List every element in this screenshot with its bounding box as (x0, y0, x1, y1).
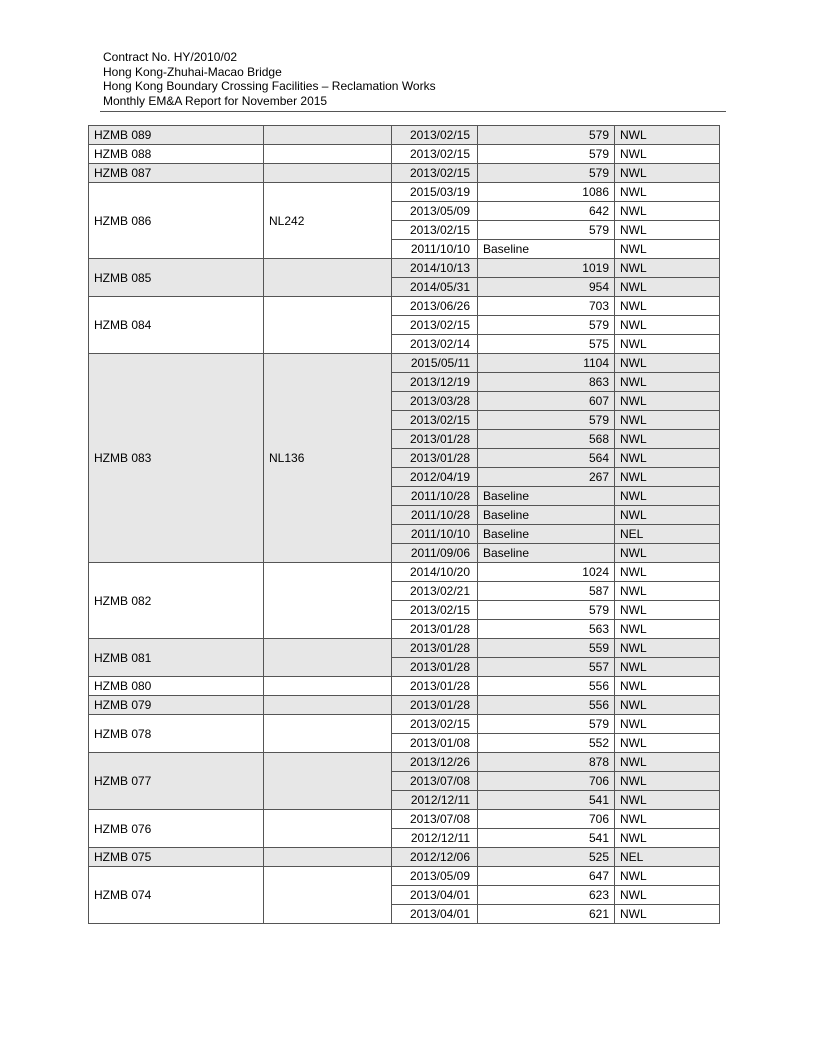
value-cell: 579 (478, 411, 615, 430)
table-row (89, 867, 720, 886)
value-cell: 568 (478, 430, 615, 449)
station-id-cell: HZMB 080 (89, 677, 264, 696)
date-cell: 2013/05/09 (392, 202, 478, 221)
value-cell: 579 (478, 145, 615, 164)
agency-cell: NWL (615, 886, 720, 905)
value-cell: 579 (478, 715, 615, 734)
value-cell: 556 (478, 696, 615, 715)
table-row (89, 696, 720, 715)
station-log-table (88, 125, 720, 924)
date-cell: 2012/12/06 (392, 848, 478, 867)
agency-cell: NWL (615, 829, 720, 848)
reference-cell (264, 848, 392, 867)
agency-cell: NWL (615, 221, 720, 240)
date-cell: 2013/02/21 (392, 582, 478, 601)
date-cell: 2011/10/10 (392, 525, 478, 544)
station-id-cell: HZMB 085 (89, 259, 264, 297)
value-cell: 541 (478, 829, 615, 848)
value-cell: 1024 (478, 563, 615, 582)
station-id-cell: HZMB 084 (89, 297, 264, 354)
date-cell: 2011/10/10 (392, 240, 478, 259)
table-row (89, 677, 720, 696)
header-divider (100, 111, 726, 112)
agency-cell: NWL (615, 126, 720, 145)
date-cell: 2013/04/01 (392, 905, 478, 924)
date-cell: 2015/03/19 (392, 183, 478, 202)
table-row (89, 715, 720, 734)
date-cell: 2013/02/15 (392, 411, 478, 430)
date-cell: 2013/12/26 (392, 753, 478, 772)
contract-number: Contract No. HY/2010/02 (103, 50, 238, 64)
value-cell: 557 (478, 658, 615, 677)
agency-cell: NWL (615, 354, 720, 373)
table-row (89, 563, 720, 582)
agency-cell: NWL (615, 772, 720, 791)
date-cell: 2014/10/20 (392, 563, 478, 582)
date-cell: 2011/09/06 (392, 544, 478, 563)
station-log-body (89, 126, 720, 924)
date-cell: 2012/12/11 (392, 829, 478, 848)
table-row (89, 164, 720, 183)
agency-cell: NWL (615, 373, 720, 392)
date-cell: 2013/07/08 (392, 810, 478, 829)
agency-cell: NWL (615, 145, 720, 164)
date-cell: 2013/01/28 (392, 430, 478, 449)
table-row (89, 145, 720, 164)
date-cell: 2012/12/11 (392, 791, 478, 810)
reference-cell: NL242 (264, 183, 392, 259)
agency-cell: NWL (615, 164, 720, 183)
reference-cell (264, 297, 392, 354)
agency-cell: NWL (615, 696, 720, 715)
table-row (89, 810, 720, 829)
value-cell: 706 (478, 772, 615, 791)
date-cell: 2013/03/28 (392, 392, 478, 411)
agency-cell: NWL (615, 734, 720, 753)
station-id-cell: HZMB 086 (89, 183, 264, 259)
agency-cell: NWL (615, 677, 720, 696)
value-cell: 552 (478, 734, 615, 753)
agency-cell: NWL (615, 715, 720, 734)
value-cell: Baseline (478, 506, 615, 525)
agency-cell: NWL (615, 240, 720, 259)
date-cell: 2012/04/19 (392, 468, 478, 487)
agency-cell: NWL (615, 316, 720, 335)
station-id-cell: HZMB 078 (89, 715, 264, 753)
reference-cell (264, 753, 392, 810)
date-cell: 2015/05/11 (392, 354, 478, 373)
date-cell: 2013/02/15 (392, 126, 478, 145)
reference-cell (264, 867, 392, 924)
report-title: Monthly EM&A Report for November 2015 (103, 93, 328, 108)
agency-cell: NWL (615, 810, 720, 829)
table-row (89, 354, 720, 373)
value-cell: 564 (478, 449, 615, 468)
date-cell: 2013/04/01 (392, 886, 478, 905)
reference-cell (264, 259, 392, 297)
station-id-cell: HZMB 077 (89, 753, 264, 810)
value-cell: 525 (478, 848, 615, 867)
reference-cell (264, 677, 392, 696)
reference-cell (264, 639, 392, 677)
date-cell: 2013/02/14 (392, 335, 478, 354)
station-id-cell: HZMB 076 (89, 810, 264, 848)
date-cell: 2011/10/28 (392, 487, 478, 506)
agency-cell: NWL (615, 753, 720, 772)
agency-cell: NEL (615, 525, 720, 544)
agency-cell: NWL (615, 582, 720, 601)
reference-cell: NL136 (264, 354, 392, 563)
station-id-cell: HZMB 087 (89, 164, 264, 183)
table-row (89, 639, 720, 658)
station-id-cell: HZMB 083 (89, 354, 264, 563)
agency-cell: NWL (615, 544, 720, 563)
date-cell: 2013/02/15 (392, 164, 478, 183)
agency-cell: NWL (615, 658, 720, 677)
agency-cell: NEL (615, 848, 720, 867)
agency-cell: NWL (615, 392, 720, 411)
value-cell: 1019 (478, 259, 615, 278)
date-cell: 2013/01/28 (392, 658, 478, 677)
date-cell: 2013/01/08 (392, 734, 478, 753)
station-id-cell: HZMB 089 (89, 126, 264, 145)
station-id-cell: HZMB 075 (89, 848, 264, 867)
value-cell: 621 (478, 905, 615, 924)
date-cell: 2013/05/09 (392, 867, 478, 886)
table-row (89, 183, 720, 202)
agency-cell: NWL (615, 867, 720, 886)
date-cell: 2014/05/31 (392, 278, 478, 297)
date-cell: 2013/01/28 (392, 639, 478, 658)
agency-cell: NWL (615, 335, 720, 354)
value-cell: Baseline (478, 487, 615, 506)
value-cell: 623 (478, 886, 615, 905)
value-cell: 706 (478, 810, 615, 829)
date-cell: 2013/01/28 (392, 449, 478, 468)
value-cell: 1104 (478, 354, 615, 373)
agency-cell: NWL (615, 601, 720, 620)
station-id-cell: HZMB 082 (89, 563, 264, 639)
station-id-cell: HZMB 088 (89, 145, 264, 164)
table-row (89, 753, 720, 772)
date-cell: 2013/01/28 (392, 620, 478, 639)
value-cell: 607 (478, 392, 615, 411)
agency-cell: NWL (615, 278, 720, 297)
document-header (103, 50, 436, 108)
reference-cell (264, 563, 392, 639)
reference-cell (264, 126, 392, 145)
station-id-cell: HZMB 081 (89, 639, 264, 677)
agency-cell: NWL (615, 506, 720, 525)
value-cell: 579 (478, 126, 615, 145)
table-row (89, 297, 720, 316)
table-row (89, 259, 720, 278)
project-name: Hong Kong-Zhuhai-Macao Bridge (103, 64, 282, 79)
date-cell: 2011/10/28 (392, 506, 478, 525)
agency-cell: NWL (615, 563, 720, 582)
value-cell: 579 (478, 221, 615, 240)
value-cell: 703 (478, 297, 615, 316)
value-cell: 563 (478, 620, 615, 639)
value-cell: Baseline (478, 525, 615, 544)
agency-cell: NWL (615, 468, 720, 487)
agency-cell: NWL (615, 639, 720, 658)
project-works: Hong Kong Boundary Crossing Facilities – Reclamation Works (103, 79, 436, 93)
agency-cell: NWL (615, 183, 720, 202)
reference-cell (264, 810, 392, 848)
date-cell: 2013/02/15 (392, 601, 478, 620)
agency-cell: NWL (615, 259, 720, 278)
value-cell: 587 (478, 582, 615, 601)
table-row (89, 126, 720, 145)
date-cell: 2013/02/15 (392, 316, 478, 335)
value-cell: 579 (478, 316, 615, 335)
agency-cell: NWL (615, 487, 720, 506)
value-cell: 878 (478, 753, 615, 772)
value-cell: 954 (478, 278, 615, 297)
value-cell: 863 (478, 373, 615, 392)
agency-cell: NWL (615, 297, 720, 316)
value-cell: 579 (478, 601, 615, 620)
agency-cell: NWL (615, 202, 720, 221)
value-cell: 559 (478, 639, 615, 658)
agency-cell: NWL (615, 411, 720, 430)
value-cell: 642 (478, 202, 615, 221)
value-cell: 647 (478, 867, 615, 886)
reference-cell (264, 145, 392, 164)
value-cell: 267 (478, 468, 615, 487)
value-cell: 575 (478, 335, 615, 354)
station-id-cell: HZMB 074 (89, 867, 264, 924)
value-cell: 579 (478, 164, 615, 183)
agency-cell: NWL (615, 449, 720, 468)
agency-cell: NWL (615, 905, 720, 924)
agency-cell: NWL (615, 791, 720, 810)
reference-cell (264, 696, 392, 715)
date-cell: 2013/12/19 (392, 373, 478, 392)
table-row (89, 848, 720, 867)
date-cell: 2013/02/15 (392, 145, 478, 164)
reference-cell (264, 164, 392, 183)
value-cell: 556 (478, 677, 615, 696)
date-cell: 2014/10/13 (392, 259, 478, 278)
value-cell: Baseline (478, 240, 615, 259)
date-cell: 2013/01/28 (392, 696, 478, 715)
agency-cell: NWL (615, 620, 720, 639)
date-cell: 2013/02/15 (392, 221, 478, 240)
date-cell: 2013/06/26 (392, 297, 478, 316)
value-cell: 541 (478, 791, 615, 810)
date-cell: 2013/02/15 (392, 715, 478, 734)
value-cell: Baseline (478, 544, 615, 563)
date-cell: 2013/01/28 (392, 677, 478, 696)
station-id-cell: HZMB 079 (89, 696, 264, 715)
agency-cell: NWL (615, 430, 720, 449)
value-cell: 1086 (478, 183, 615, 202)
date-cell: 2013/07/08 (392, 772, 478, 791)
reference-cell (264, 715, 392, 753)
